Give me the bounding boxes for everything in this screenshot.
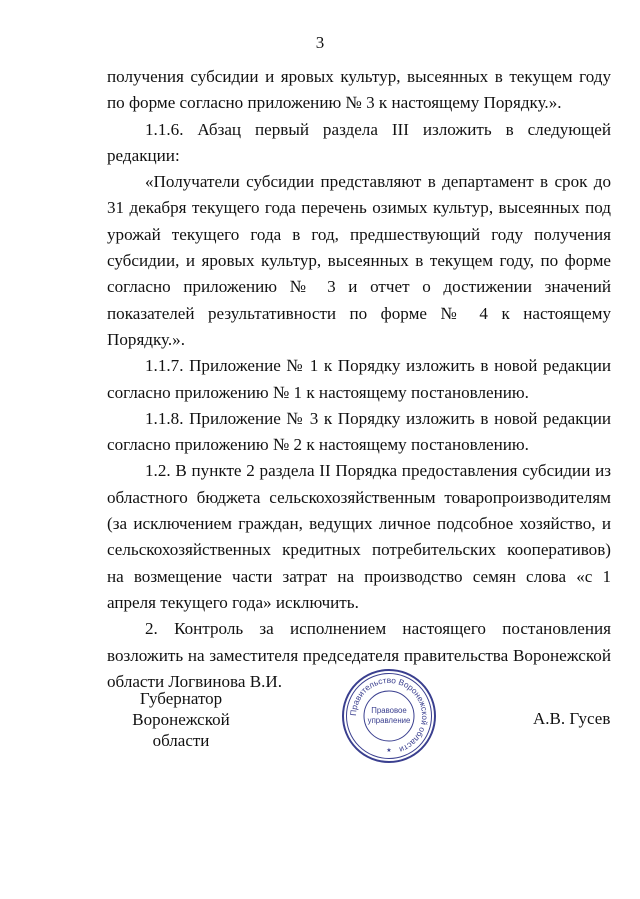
- paragraph-quote: «Получатели субсидии представляют в департамент в срок до 31 декабря текущего года перечень озимых культур, высеянных под урожай текущего года в год, предшествующий году получения субсидии, и яровых культур, высеянных в текущем году, по форме согласно приложению № 3 и отчет о достижении значений показателей результативности по форме № 4 к настоящему Порядку.».: [107, 172, 611, 349]
- signatory-title-line1: Губернатор: [139, 689, 223, 708]
- paragraph-continuation: получения субсидии и яровых культур, высеянных в текущем году по форме согласно приложению № 3 к настоящему Порядку.».: [107, 67, 611, 113]
- stamp-center-line2: управление: [367, 716, 411, 725]
- signatory-title: [106, 688, 256, 751]
- signatory-name: А.В. Гусев: [533, 709, 611, 728]
- document-body: [107, 64, 611, 695]
- paragraph-1-2: 1.2. В пункте 2 раздела II Порядка предоставления субсидии из областного бюджета сельскохозяйственным товаропроизводителям (за исключением граждан, ведущих личное подсобное хозяйство, и сельскохозяйственных кредитных потребительских кооперативов) на возмещение части затрат на производство семян слова «с 1 апреля текущего года» исключить.: [107, 461, 611, 612]
- page-number: 3: [315, 33, 325, 52]
- stamp-star-icon: ★: [386, 747, 392, 754]
- stamp-ring-text: Правительство Воронежской области: [347, 674, 431, 756]
- signatory-title-line2: Воронежской области: [132, 710, 230, 750]
- stamp-center-line1: Правовое: [371, 706, 407, 715]
- paragraph-1-1-8: 1.1.8. Приложение № 3 к Порядку изложить в новой редакции согласно приложению № 2 к настоящему постановлению.: [107, 408, 611, 455]
- paragraph-2: 2. Контроль за исполнением настоящего постановления возложить на заместителя председателя правительства Воронежской области Логвинова В.И.: [107, 619, 611, 691]
- paragraph-1-1-6: 1.1.6. Абзац первый раздела III изложить в следующей редакции:: [107, 119, 611, 165]
- official-stamp: [341, 668, 437, 764]
- paragraph-1-1-7: 1.1.7. Приложение № 1 к Порядку изложить в новой редакции согласно приложению № 1 к настоящему постановлению.: [107, 356, 611, 402]
